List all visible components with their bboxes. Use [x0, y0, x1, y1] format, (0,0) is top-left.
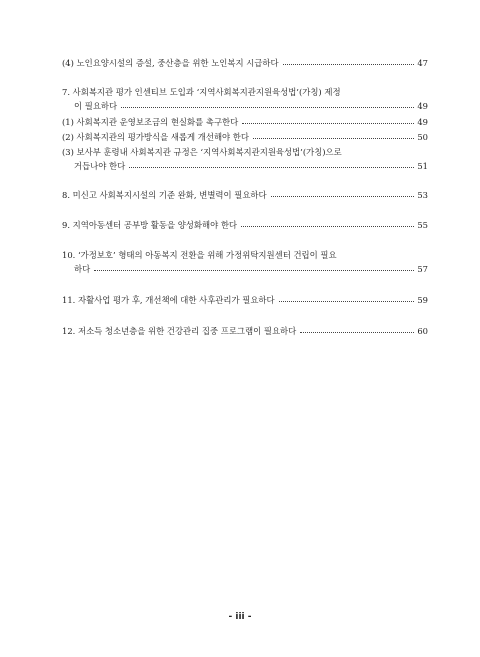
toc-entry-12[interactable] [62, 324, 428, 338]
toc-page-number: 57 [417, 264, 428, 274]
toc-entry-9[interactable] [62, 218, 428, 232]
toc-page-number: 49 [417, 101, 428, 111]
toc-page-number: 50 [417, 132, 428, 142]
toc-entry-text: 8. 미신고 사회복지시설의 기준 완화, 변별력이 필요하다 [62, 190, 267, 200]
toc-page-number: 49 [417, 117, 428, 127]
toc-entry-11[interactable] [62, 293, 428, 307]
dot-leader [271, 196, 415, 197]
toc-entry-text-continued: 이 필요하다 [74, 101, 118, 111]
toc-entry-text-continued: 거듭나야 한다 [74, 161, 126, 171]
toc-entry-7-2[interactable] [62, 130, 428, 144]
toc-page-number: 53 [417, 190, 428, 200]
toc-page-number: 51 [417, 161, 428, 171]
toc-entry-text: (2) 사회복지관의 평가방식을 새롭게 개선해야 한다 [62, 132, 249, 142]
dot-leader [94, 270, 414, 271]
toc-entry-8[interactable] [62, 188, 428, 202]
toc-entry-7-3[interactable] [62, 145, 428, 173]
toc-entry-7[interactable] [62, 85, 428, 113]
toc-entry-text: 7. 사회복지관 평가 인센티브 도입과 ‘지역사회복지관지원육성법’(가칭) 제정 [62, 87, 341, 97]
dot-leader [279, 301, 415, 302]
table-of-contents [62, 56, 428, 338]
dot-leader [241, 226, 414, 227]
dot-leader [300, 332, 414, 333]
toc-entry-text: (3) 보사부 훈령내 사회복지관 규정은 ‘지역사회복지관지원육성법’(가칭)으로 [62, 147, 342, 157]
toc-entry-text-continued: 하다 [74, 264, 91, 274]
toc-entry-text: 12. 저소득 청소년층을 위한 건강관리 집중 프로그램이 필요하다 [62, 326, 297, 336]
toc-page-number: 47 [417, 58, 428, 68]
toc-entry-text: 9. 지역아동센터 공부방 활동을 양성화해야 한다 [62, 220, 238, 230]
dot-leader [242, 123, 414, 124]
toc-entry-text: (4) 노인요양시설의 증설, 중산층을 위한 노인복지 시급하다 [62, 58, 279, 68]
toc-entry-text: 11. 자활사업 평가 후, 개선책에 대한 사후관리가 필요하다 [62, 295, 275, 305]
toc-entry-7-1[interactable] [62, 115, 428, 129]
page-footer-number: - iii - [228, 612, 252, 622]
toc-entry-text: 10. ‘가정보호’ 형태의 아동복지 전환을 위해 가정위탁지원센터 건립이 필요 [62, 250, 337, 260]
toc-page-number: 60 [417, 326, 428, 336]
dot-leader [121, 107, 414, 108]
dot-leader [129, 167, 414, 168]
toc-entry-text: (1) 사회복지관 운영보조금의 현실화를 촉구한다 [62, 117, 239, 127]
toc-page-number: 55 [417, 220, 428, 230]
dot-leader [283, 64, 415, 65]
toc-entry-4-4[interactable] [62, 56, 428, 70]
toc-page-number: 59 [417, 295, 428, 305]
dot-leader [253, 138, 414, 139]
toc-entry-10[interactable] [62, 248, 428, 276]
